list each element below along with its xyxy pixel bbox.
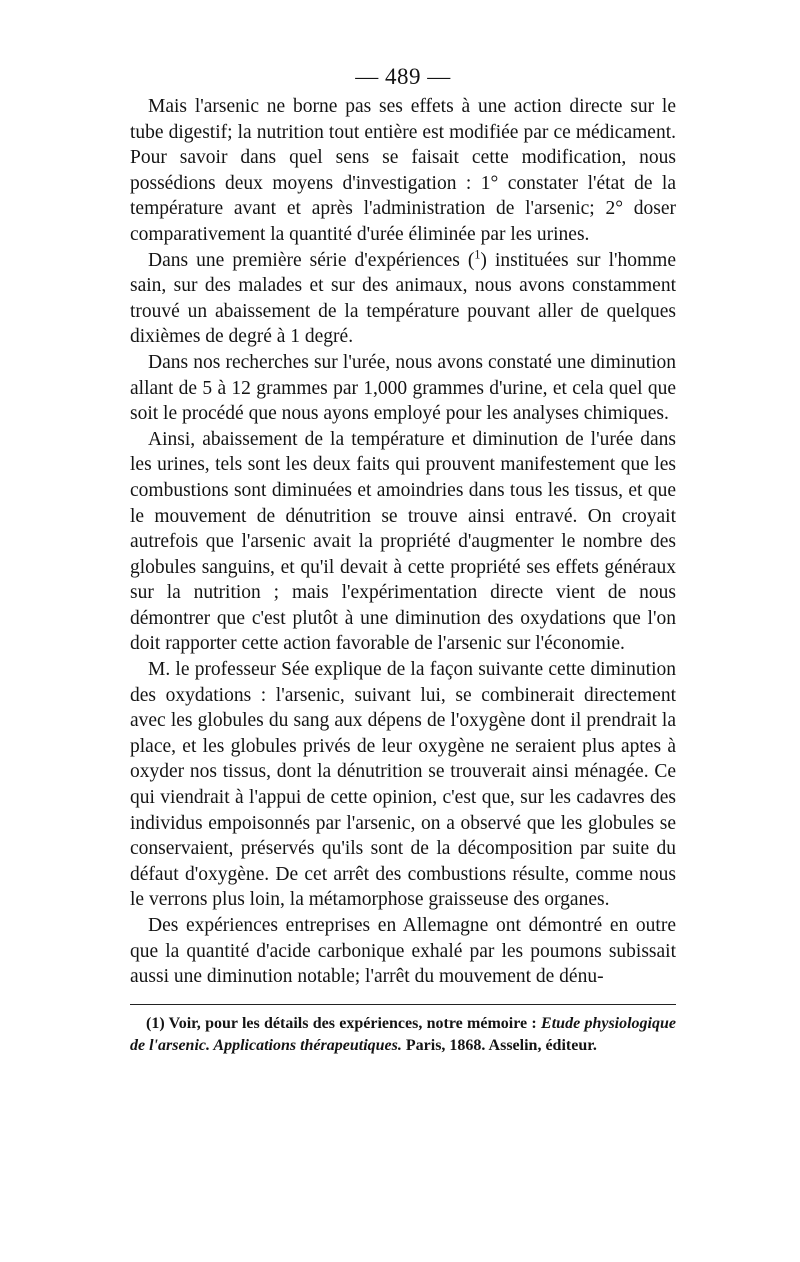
paragraph: Dans nos recherches sur l'urée, nous avons constaté une diminution allant de 5 à 12 grammes par 1,000 grammes d'urine, et cela quel que soit le procédé que nous ayons employé pour les analyses chimiques. — [130, 351, 676, 425]
footnote-divider — [130, 1004, 676, 1005]
book-page — [130, 60, 676, 1057]
paragraph: Ainsi, abaissement de la température et diminution de l'urée dans les urines, tels sont les deux faits qui prouvent manifestement que les combustions sont diminuées et amoindries dans tous les tissus, et que le mouvement de dénutrition se trouve ainsi entravé. On croyait autrefois que l'arsenic avait la propriété d'augmenter le nombre des globules sanguins, et qu'il devait à cette propriété ses effets généraux sur la nutrition ; mais l'expérimentation directe vient de nous démontrer que c'est plutôt à une diminution des oxydations que l'on doit rapporter cette action favorable de l'arsenic sur l'économie. — [130, 428, 676, 655]
footnote-text: Voir, pour les détails des expériences, notre mémoire : — [164, 1014, 542, 1032]
footnote: (1) Voir, pour les détails des expériences, notre mémoire : Etude physiologique de l'arsenic. Applications thérapeutiques. Paris, 1868. Asselin, éditeur. — [130, 1014, 677, 1054]
footnote-marker: 1 — [151, 1014, 160, 1032]
footnote-title: Etude physiologique de l'arsenic. Applications thérapeutiques. — [130, 1014, 677, 1054]
footnote-publication: Paris, 1868. Asselin, éditeur. — [401, 1036, 597, 1054]
body-text — [130, 94, 676, 990]
paragraph: Mais l'arsenic ne borne pas ses effets à une action directe sur le tube digestif; la nutrition tout entière est modifiée par ce médicament. Pour savoir dans quel sens se faisait cette modification, nous possédions deux moyens d'investigation : 1° constater l'état de la température avant et après l'administration de l'arsenic; 2° doser comparativement la quantité d'urée éliminée par les urines. — [130, 96, 676, 245]
paragraph: M. le professeur Sée explique de la façon suivante cette diminution des oxydations : l'arsenic, suivant lui, se combinerait directement avec les globules du sang aux dépens de l'oxygène dont il prendrait la place, et les globules privés de leur oxygène ne seraient plus aptes à oxyder nos tissus, dont la dénutrition se trouverait ainsi ménagée. Ce qui viendrait à l'appui de cette opinion, c'est que, sur les cadavres des individus empoisonnés par l'arsenic, on a observé que les globules se conservaient, préservés qu'ils sont de la décomposition par suite du défaut d'oxygène. De cet arrêt des combustions résulte, comme nous le verrons plus loin, la métamorphose graisseuse des organes. — [130, 659, 676, 911]
page-number: — 489 — — [355, 64, 451, 89]
footnote-reference: 1 — [474, 247, 481, 262]
paragraph-text: ) instituées sur l'homme sain, sur des malades et sur des animaux, nous avons constamment trouvé un abaissement de la température pouvant aller de quelques dixièmes de degré à 1 degré. — [130, 249, 676, 348]
paragraph-text: Dans une première série d'expériences ( — [148, 249, 475, 271]
paragraph — [130, 248, 676, 350]
paragraph: Des expériences entreprises en Allemagne ont démontré en outre que la quantité d'acide carbonique exhalé par les poumons subissait aussi une diminution notable; l'arrêt du mouvement de dénu- — [130, 915, 676, 988]
